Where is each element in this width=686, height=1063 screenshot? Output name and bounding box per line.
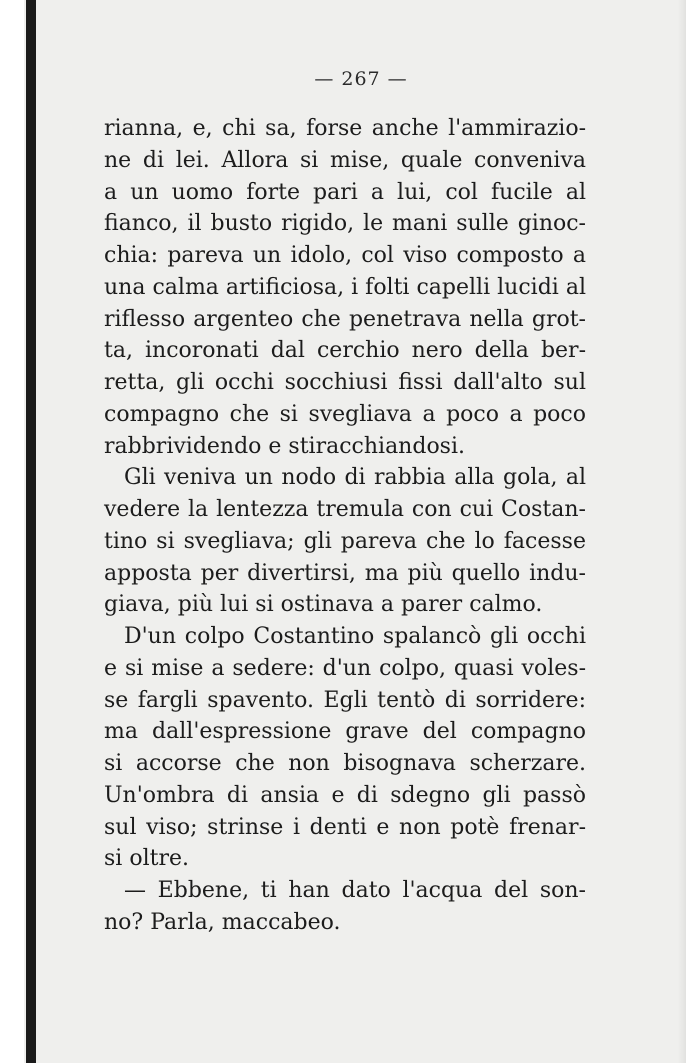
text-line: vedere la lentezza tremula con cui Costan- [104,497,586,522]
text-line: rabbrividendo e stiracchiandosi. [104,433,466,459]
text-line: ne di lei. Allora si mise, quale conveniva [104,147,586,173]
text-line: e si mise a sedere: d'un colpo, quasi voles- [104,655,586,681]
text-line: ta, incoronati dal cerchio nero della ber- [104,338,586,364]
text-line: D'un colpo Costantino spalancò gli occhi [124,624,586,649]
text-line: sul viso; strinse i denti e non potè frenar- [104,814,586,840]
text-line: — Ebbene, ti han dato l'acqua del son- [124,878,586,903]
text-line: si oltre. [104,846,189,872]
body-text [104,113,586,939]
text-line: a un uomo forte pari a lui, col fucile al [104,179,586,205]
page-edge-shadow [678,0,686,1063]
page-number: — 267 — [314,68,408,90]
text-line: si accorse che non bisognava scherzare. [104,751,586,776]
text-line: riflesso argenteo che penetrava nella grot- [104,306,586,332]
text-line: Gli veniva un nodo di rabbia alla gola, al [124,465,586,491]
scan-margin [0,0,24,1063]
text-line: tino si svegliava; gli pareva che lo facesse [104,528,586,554]
text-line: giava, più lui si ostinava a parer calmo. [104,592,543,618]
text-line: rianna, e, chi sa, forse anche l'ammirazio- [104,116,586,141]
text-line: compagno che si svegliava a poco a poco [104,401,586,427]
text-line: apposta per divertirsi, ma più quello indu- [104,560,586,586]
text-line: chia: pareva un idolo, col viso composto a [104,243,586,268]
text-line: una calma artificiosa, i folti capelli lucidi al [104,274,586,300]
binding-edge [26,0,36,1063]
text-line: no? Parla, maccabeo. [104,909,341,935]
text-line: se fargli spavento. Egli tentò di sorridere: [104,687,586,713]
text-line: retta, gli occhi socchiusi fissi dall'alto sul [104,370,586,395]
text-line: fianco, il busto rigido, le mani sulle ginoc- [104,211,586,237]
text-line: Un'ombra di ansia e di sdegno gli passò [104,782,586,808]
text-line: ma dall'espressione grave del compagno [104,719,586,745]
